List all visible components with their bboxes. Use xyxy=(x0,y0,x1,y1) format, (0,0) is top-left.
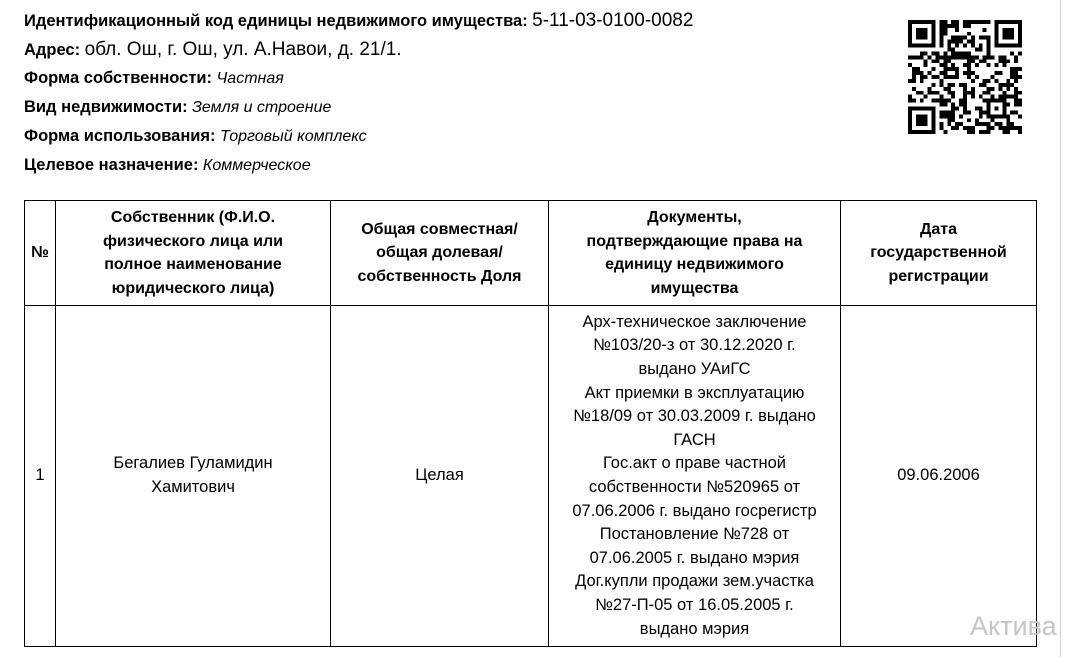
header-owner: Собственник (Ф.И.О. физического лица или полное наименование юридического лица) xyxy=(56,201,331,306)
property-info xyxy=(24,6,884,180)
usage-form-line xyxy=(24,122,884,151)
property-type-value: Земля и строение xyxy=(192,99,332,116)
document-entry: Дог.купли продажи зем.участка №27-П-05 от 16.05.2005 г. выдано мэрия xyxy=(575,572,814,638)
id-code-label: Идентификационный код единицы недвижимого имущества: xyxy=(24,12,528,30)
cell-share: Целая xyxy=(331,306,549,647)
ownership-table xyxy=(24,200,1037,647)
ownership-form-value: Частная xyxy=(216,70,284,87)
page-edge-divider xyxy=(1060,0,1061,657)
table-row xyxy=(25,306,1037,647)
ownership-form-label: Форма собственности: xyxy=(24,69,213,87)
windows-activation-watermark: Актива xyxy=(970,611,1057,641)
address-line xyxy=(24,35,884,64)
document-entry: Арх-техническое заключение №103/20-з от 30.12.2020 г. выдано УАиГС xyxy=(582,312,807,379)
document-entry: Акт приемки в эксплуатацию №18/09 от 30.03.2009 г. выдано ГАСН xyxy=(573,383,816,449)
purpose-label: Целевое назначение: xyxy=(24,156,199,174)
table-header-row xyxy=(25,201,1037,306)
id-code-value: 5-11-03-0100-0082 xyxy=(532,10,694,31)
purpose-line xyxy=(24,151,884,180)
cell-number: 1 xyxy=(25,306,56,647)
qr-code xyxy=(908,20,1022,134)
header-documents: Документы, подтверждающие права на единицу недвижимого имущества xyxy=(549,201,841,306)
address-label: Адрес: xyxy=(24,41,81,59)
cell-documents xyxy=(549,306,841,647)
usage-form-label: Форма использования: xyxy=(24,127,216,145)
cell-registration-date: 09.06.2006 xyxy=(841,306,1037,647)
header-number: № xyxy=(25,201,56,306)
header-share: Общая совместная/ общая долевая/ собственность Доля xyxy=(331,201,549,306)
owner-name: Бегалиев Гуламидин Хамитович xyxy=(113,454,273,496)
usage-form-value: Торговый комплекс xyxy=(220,128,367,145)
id-code-line xyxy=(24,6,884,35)
purpose-value: Коммерческое xyxy=(202,157,311,174)
address-value: обл. Ош, г. Ош, ул. А.Навои, д. 21/1. xyxy=(84,39,402,60)
document-entry: Гос.акт о праве частной собственности №520965 от 07.06.2006 г. выдано госрегистр xyxy=(572,454,817,520)
property-type-label: Вид недвижимости: xyxy=(24,98,188,116)
document-entry: Постановление №728 от 07.06.2005 г. выдано мэрия xyxy=(589,525,800,567)
header-registration-date: Дата государственной регистрации xyxy=(841,201,1037,306)
property-type-line xyxy=(24,93,884,122)
ownership-form-line xyxy=(24,64,884,93)
cell-owner xyxy=(56,306,331,647)
